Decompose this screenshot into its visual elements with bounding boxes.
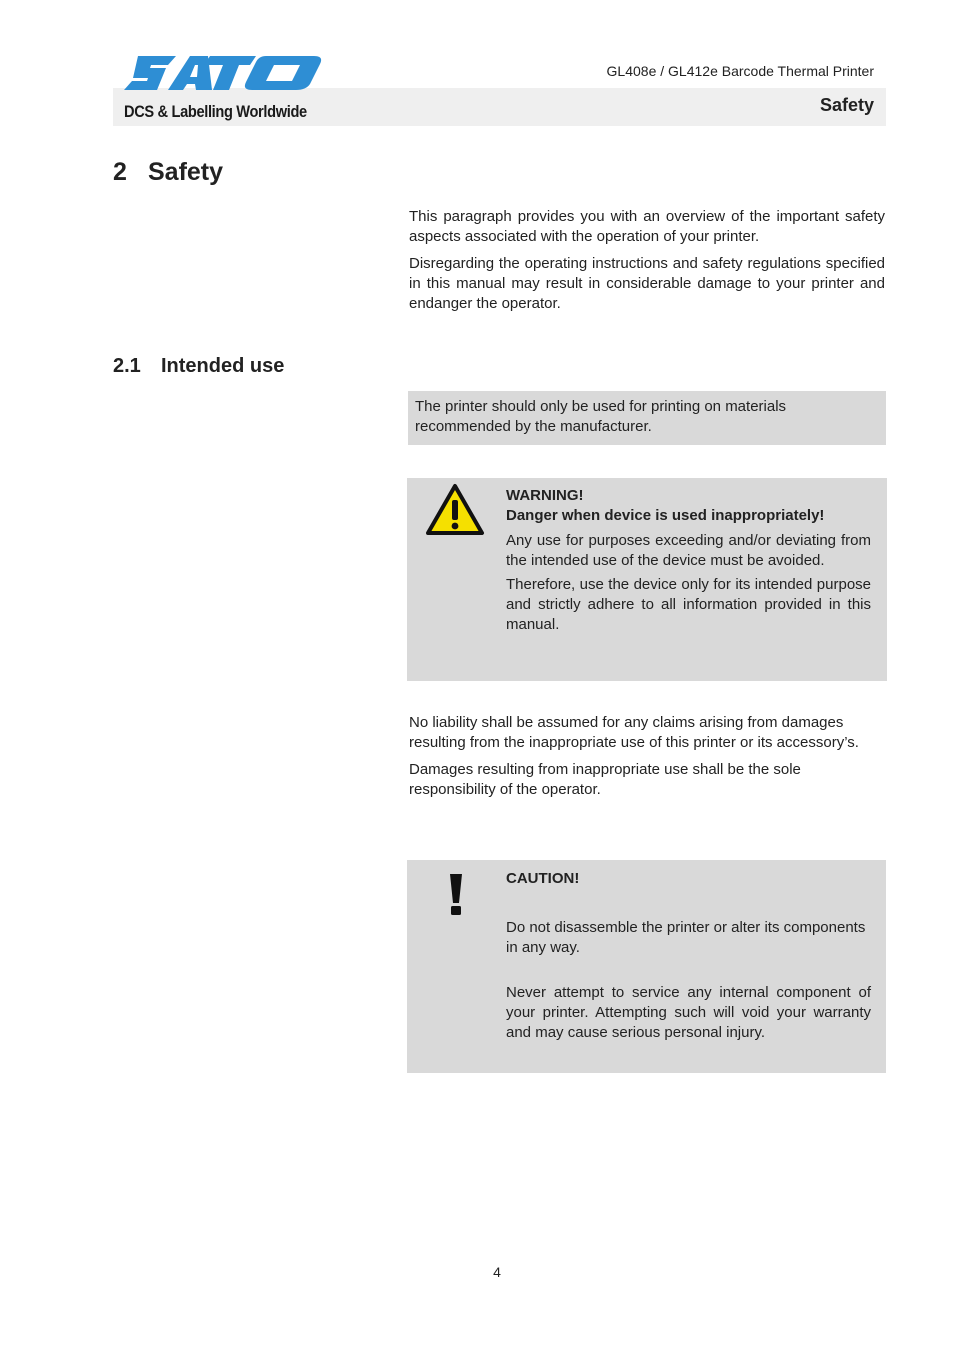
exclamation-icon [447,872,465,916]
section-heading [113,158,223,187]
warning-title: WARNING! [506,487,584,504]
section-number: 2 [113,158,127,186]
sato-logo [124,54,324,92]
intro-text [409,207,885,321]
caution-paragraph: Do not disassemble the printer or alter its components in any way. [506,919,866,956]
header-section-label: Safety [819,95,874,115]
notice-box [408,391,886,445]
caution-paragraph: Never attempt to service any internal component of your printer. Attempting such will void your warranty and may cause serious personal injury. [506,984,871,1041]
caution-title: CAUTION! [506,870,580,887]
section-title: Safety [148,158,224,186]
notice-text: The printer should only be used for printing on materials recommended by the manufacturer. [415,398,787,435]
liability-paragraph: No liability shall be assumed for any claims arising from damages resulting from the inappropriate use of this printer or its accessory’s. [409,714,859,751]
warning-triangle-icon [425,483,485,537]
document-title: GL408e / GL412e Barcode Thermal Printer [606,63,874,79]
subsection-title: Intended use [161,355,285,377]
page-number: 4 [493,1264,501,1280]
subsection-number: 2.1 [113,355,141,377]
company-tagline: DCS & Labelling Worldwide [124,102,307,121]
intro-paragraph: This paragraph provides you with an overview of the important safety aspects associated with the operation of your printer. [409,208,885,245]
warning-paragraph: Therefore, use the device only for its intended purpose and strictly adhere to all information provided in this manual. [506,576,871,633]
liability-paragraph: Damages resulting from inappropriate use shall be the sole responsibility of the operator. [409,761,801,798]
liability-text [409,713,879,807]
subsection-heading [113,355,284,378]
warning-subtitle: Danger when device is used inappropriately! [506,507,825,524]
warning-content [506,486,871,639]
warning-paragraph: Any use for purposes exceeding and/or deviating from the intended use of the device must be avoided. [506,532,871,569]
intro-paragraph: Disregarding the operating instructions and safety regulations specified in this manual may result in considerable damage to your printer and endanger the operator. [409,255,885,312]
